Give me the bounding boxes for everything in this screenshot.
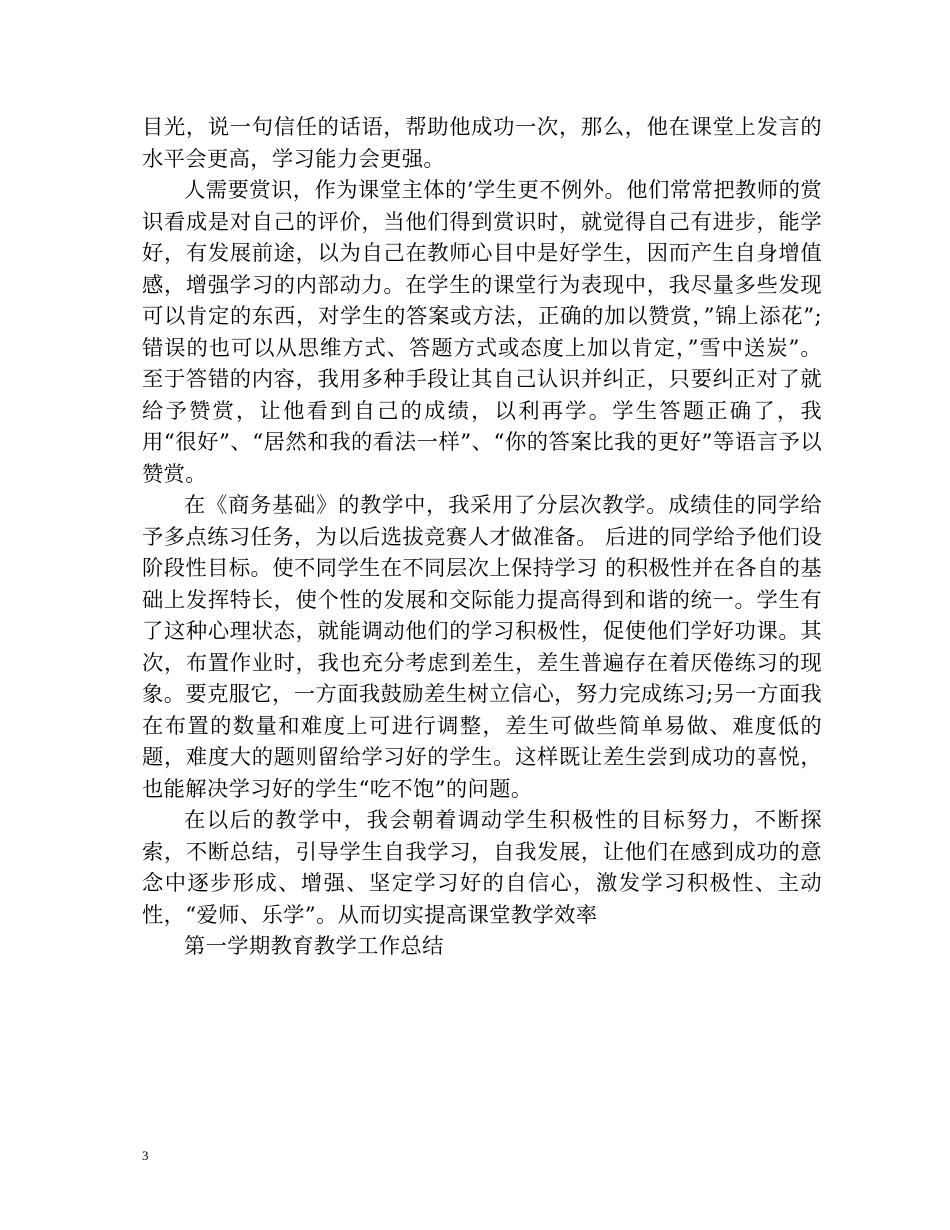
paragraph-layered-teaching: 在《商务基础》的教学中，我采用了分层次教学。成绩佳的同学给予多点练习任务，为以后选拔竞赛人才做准备。 后进的同学给予他们设阶段性目标。使不同学生在不同层次上保持学习 的积极性并在各自的基础上发挥特长，使个性的发展和交际能力提高得到和谐的统一。学生有了这种心理状态，就能调动他们的学习积极性，促使他们学好功课。其次，布置作业时，我也充分考虑到差生，差生普遍存在着厌倦练习的现象。要克服它，一方面我鼓励差生树立信心，努力完成练习;另一方面我在布置的数量和难度上可进行调整，差生可做些简单易做、难度低的题，难度大的题则留给学习好的学生。这样既让差生尝到成功的喜悦，也能解决学习好的学生“吃不饱”的问题。 — [142, 493, 822, 802]
section-heading: 第一学期教育教学工作总结 — [184, 934, 444, 959]
document-body — [142, 112, 822, 963]
paragraph-continuation: 目光，说一句信任的话语，帮助他成功一次，那么，他在课堂上发言的水平会更高，学习能力会更强。 — [142, 115, 822, 172]
page-number: 3 — [142, 1148, 149, 1163]
paragraph-future-teaching: 在以后的教学中，我会朝着调动学生积极性的目标努力，不断探索，不断总结，引导学生自我学习，自我发展，让他们在感到成功的意念中逐步形成、增强、坚定学习好的自信心，激发学习积极性、主动性，“爱师、乐学”。从而切实提高课堂教学效率 — [142, 808, 822, 928]
paragraph-appreciation: 人需要赏识，作为课堂主体的’学生更不例外。他们常常把教师的赏识看成是对自己的评价，当他们得到赏识时，就觉得自己有进步，能学好，有发展前途，以为自己在教师心目中是好学生，因而产生自身增值感，增强学习的内部动力。在学生的课堂行为表现中，我尽量多些发现可以肯定的东西，对学生的答案或方法，正确的加以赞赏，”锦上添花”;错误的也可以从思维方式、答题方式或态度上加以肯定，”雪中送炭”。至于答错的内容，我用多种手段让其自己认识并纠正，只要纠正对了就给予赞赏，让他看到自己的成绩，以利再学。学生答题正确了，我用“很好”、“居然和我的看法一样”、“你的答案比我的更好”等语言予以赞赏。 — [142, 178, 822, 487]
